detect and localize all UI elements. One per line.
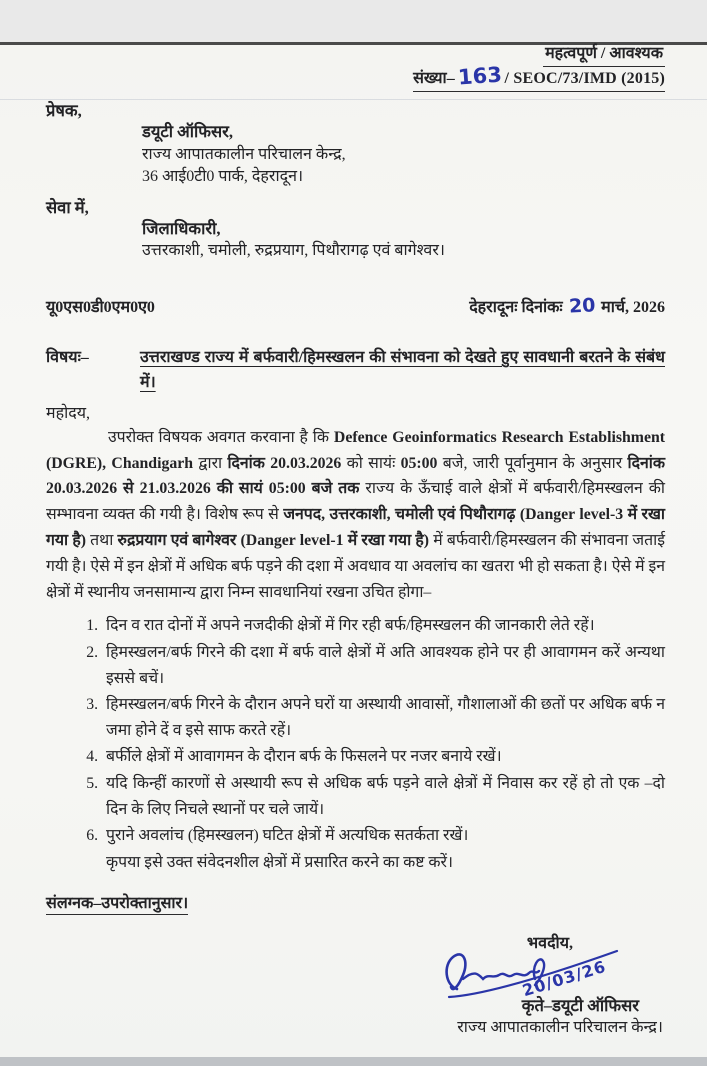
precaution-item: 5. यदि किन्हीं कारणों से अस्थायी रूप से अधिक बर्फ पड़ने वाले क्षेत्रों में निवास कर रहें हो तो एक –दो दिन के लिए निचले स्थानों पर चले जायें। bbox=[102, 771, 665, 822]
subject-text: उत्तराखण्ड राज्य में बर्फवारी/हिमस्खलन की संभावना को देखते हुए सावधानी बरतने के संबंध में। bbox=[140, 348, 665, 391]
closing-note: कृपया इसे उक्त संवेदनशील क्षेत्रों में प्रसारित करने का कष्ट करें। bbox=[106, 853, 453, 871]
sender-line: डयूटी ऑफिसर, bbox=[142, 122, 234, 142]
precaution-item: 6. पुराने अवलांच (हिमस्खलन) घटित क्षेत्रों में अत्यधिक सतर्कता रखें। bbox=[102, 823, 665, 849]
scanned-letter-page bbox=[0, 42, 707, 1066]
classification-line bbox=[46, 42, 665, 67]
ref-suffix: / SEOC/73/IMD (2015) bbox=[504, 70, 665, 88]
signatory-title: कृते–डयूटी ऑफिसर bbox=[521, 996, 639, 1016]
enclosure-line: संलग्नक–उपरोक्तानुसार। bbox=[46, 891, 665, 915]
recipient-line: जिलाधिकारी, bbox=[142, 218, 221, 238]
sender-line: राज्य आपातकालीन परिचालन केन्द्र, bbox=[142, 145, 346, 163]
office-code: यू0एस0डी0एम0ए0 bbox=[46, 298, 155, 316]
classification-label: महत्वपूर्ण / आवश्यक bbox=[543, 42, 665, 67]
reference-number-line bbox=[46, 62, 665, 92]
date-suffix: मार्च, 2026 bbox=[601, 298, 665, 316]
signatory-office: राज्य आपातकालीन परिचालन केन्द्र। bbox=[457, 1019, 663, 1037]
reference-block bbox=[46, 42, 665, 92]
signature-date-handwritten: 20/03/26 bbox=[519, 957, 608, 1001]
scan-edge-bottom bbox=[0, 1057, 707, 1066]
letter-content bbox=[0, 42, 707, 1051]
place-date-prefix: देहरादूनः दिनांकः bbox=[469, 298, 563, 316]
sender-label: प्रेषक, bbox=[46, 101, 82, 121]
precaution-item: 4. बर्फीले क्षेत्रों में आवागमन के दौरान बर्फ के फिसलने पर नजर बनाये रखें। bbox=[102, 744, 665, 770]
subject-label: विषयः– bbox=[46, 348, 89, 366]
precaution-item: 3. हिमस्खलन/बर्फ गिरने के दौरान अपने घरों या अस्थायी आवासों, गौशालाओं की छतों पर अधिक बर्फ न जमा होने दें व इसे साफ करते रहें। bbox=[102, 692, 665, 743]
salutation: महोदय, bbox=[46, 404, 90, 422]
recipient-label: सेवा में, bbox=[46, 197, 89, 217]
ref-prefix: संख्या– bbox=[413, 70, 455, 88]
body-paragraph: उपरोक्त विषयक अवगत करवाना है कि Defence Geoinformatics Research Establishment (DGRE), Chandigarh द्वारा दिनांक 20.03.2026 को सायंः 05:00 बजे, जारी पूर्वानुमान के अनुसार दिनांक 20.03.2026 से 21.03.2026 की सायं 05:00 बजे तक राज्य के ऊँचाई वाले क्षेत्रों में बर्फवारी/हिमस्खलन की सम्भावना व्यक्त की गयी है। विशेष रूप से जनपद, उत्तरकाशी, चमोली एवं पिथौरागढ़ (Danger level-3 में रखा गया है) तथा रुद्रप्रयाग एवं बागेश्वर (Danger level-1 में रखा गया है) में बर्फवारी/हिमस्खलन की संभावना जताई गयी है। ऐसे में इन क्षेत्रों में अधिक बर्फ पड़ने की दशा में अवधाव या अवलांच का खतरा भी हो सकता है। ऐसे में इन क्षेत्रों में स्थानीय जनसामान्य द्वारा निम्न सावधानियां रखना उचित होगा– bbox=[46, 428, 666, 601]
sender-line: 36 आई0टी0 पार्क, देहरादून। bbox=[142, 168, 304, 186]
recipient-line: उत्तरकाशी, चमोली, रुद्रप्रयाग, पिथौरागढ़ एवं बागेश्वर। bbox=[142, 242, 445, 260]
recipient-address bbox=[142, 218, 665, 263]
precaution-item: 1. दिन व रात दोनों में अपने नजदीकी क्षेत्रों में गिर रही बर्फ/हिमस्खलन की जानकारी लेते रहें। bbox=[102, 613, 665, 639]
code-date-row bbox=[46, 295, 665, 317]
valediction: भवदीय, bbox=[526, 935, 573, 953]
place-date bbox=[469, 295, 665, 317]
ref-number-handwritten: 163 bbox=[456, 62, 503, 90]
sender-address bbox=[142, 121, 665, 189]
subject-row bbox=[46, 345, 665, 395]
signature-block bbox=[46, 931, 665, 1051]
precaution-item: 2. हिमस्खलन/बर्फ गिरने की दशा में बर्फ वाले क्षेत्रों में अति आवश्यक होने पर ही आवागमन करें अन्यथा इससे बचें। bbox=[102, 640, 665, 691]
precautions-list bbox=[46, 613, 665, 848]
date-day-handwritten: 20 bbox=[568, 294, 596, 318]
